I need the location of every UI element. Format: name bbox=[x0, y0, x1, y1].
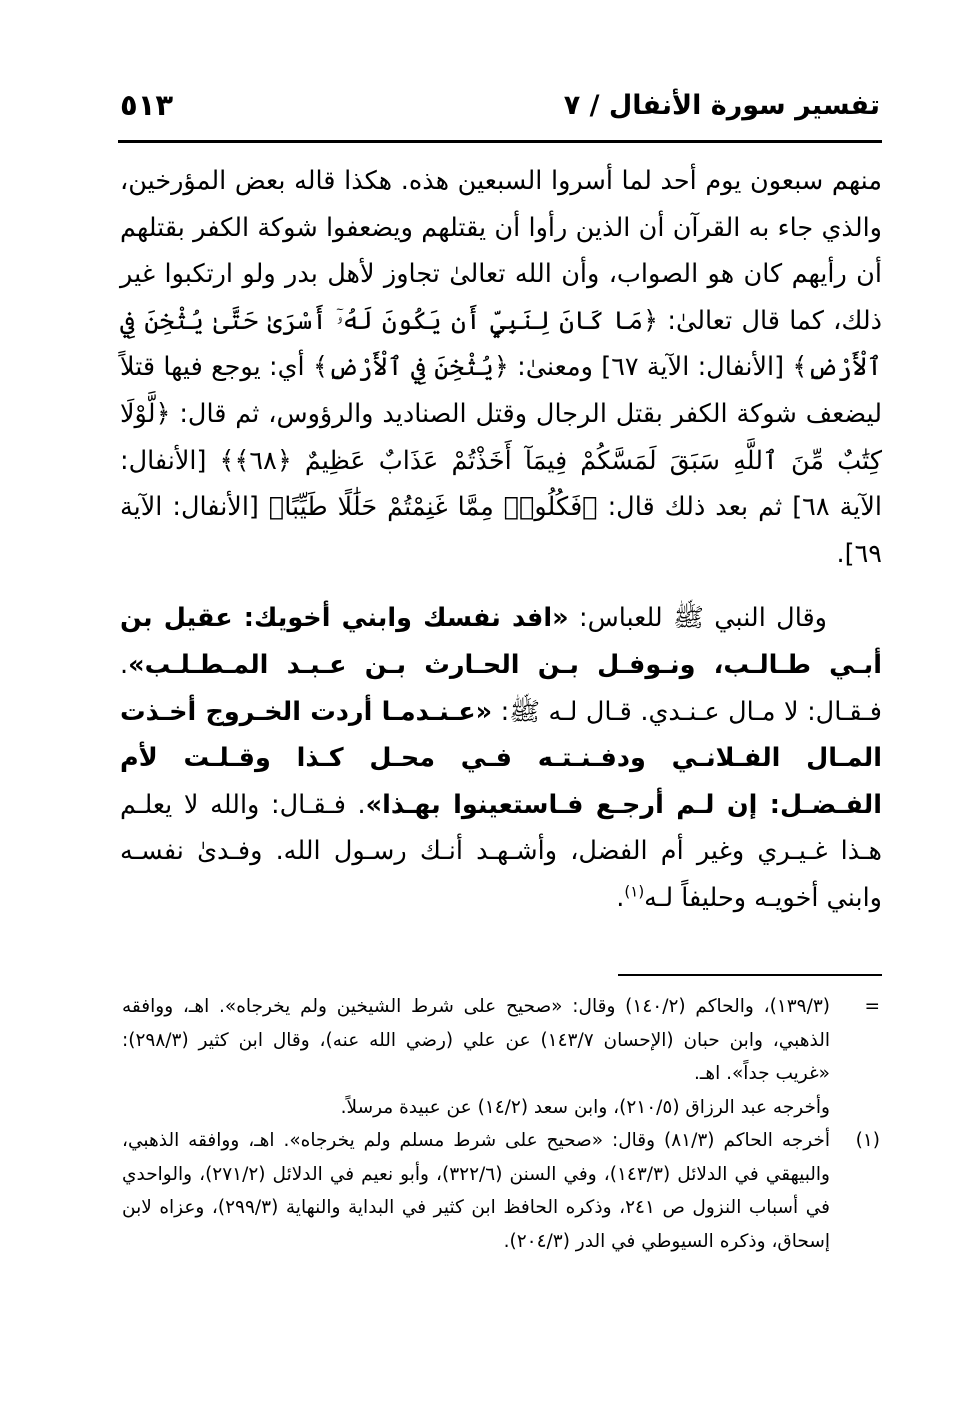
footnote-continuation-line: (١٣٩/٣)، والحاكم (١٤٠/٢) وقال: «صحيح على شرط الشيخين ولم يخرجاه». اهـ، ووافقه الذهبي، وابن حبان (الإحسان ١٤٣/٧) عن علي (رضي الله عنه)، وقال ابن كثير (٢٩٨/٣): «غريب جداً». اهـ. bbox=[122, 996, 831, 1084]
text-run: . فـقـال: لا مـال عـنـدي. قـال لـه ﷺ: bbox=[120, 649, 882, 727]
text-run: منهم سبعون يوم أحد لما أسروا السبعين هذه. هكذا قاله بعض المؤرخين، والذي جاء به القرآن أن الذين رأوا أن يقتلهم ويضعفوا شوكة الكفر بقتلهم أن رأيهم كان هو الصواب، وأن الله تعالىٰ تجاوز لأهل بدر ولو ارتكبوا غير ذلك، كما قال تعالىٰ: bbox=[120, 166, 882, 336]
quran-verse: ﴿فَكُلُوا۟ مِمَّا غَنِمْتُمْ حَلَٰلًا طَيِّبًا﴾ bbox=[268, 492, 598, 523]
footnote-1-marker: (١) bbox=[855, 1130, 880, 1151]
quran-verse: ﴿يُثْخِنَ فِي ٱلْأَرْضِ﴾ bbox=[312, 352, 509, 383]
footnotes bbox=[122, 990, 880, 1258]
header-rule bbox=[118, 140, 882, 143]
footnote-continuation-line: وأخرجه عبد الرزاق (٢١٠/٥)، وابن سعد (١٤/٢) عن عبيدة مرسلاً. bbox=[340, 1096, 830, 1118]
footnote-1 bbox=[122, 1124, 880, 1258]
main-text bbox=[120, 158, 882, 922]
quran-verse: ﴿لَّوْلَا كِتَٰبٌ مِّنَ ٱللَّهِ سَبَقَ لَمَسَّكُمْ فِيمَآ أَخَذْتُمْ عَذَابٌ عَظِيمٌ ﴿٦٨﴾﴾ bbox=[120, 398, 882, 476]
footnote-1-text: أخرجه الحاكم (٨١/٣) وقال: «صحيح على شرط مسلم ولم يخرجاه». اهـ، ووافقه الذهبي، والبيهقي في الدلائل (١٤٣/٣)، وفي السنن (٣٢٢/٦)، وأبو نعيم في الدلائل (٢٧١/٢)، والواحدي في أسباب النزول ص ٢٤١، وذكره الحافظ ابن كثير في البداية والنهاية (٢٩٩/٣)، وعزاه لابن إسحاق، وذكره السيوطي في الدر (٢٠٤/٣). bbox=[122, 1130, 830, 1252]
text-run: [الأنفال: الآية ٦٨] ثم بعد ذلك قال: bbox=[120, 445, 882, 523]
text-run: أي: يوجع فيها قتلاً ليضعف شوكة الكفر بقتل الرجال وقتل الصناديد والرؤوس، ثم قال: bbox=[120, 352, 882, 429]
text-run: . bbox=[616, 882, 625, 913]
running-header bbox=[120, 84, 880, 134]
paragraph-2 bbox=[120, 595, 882, 921]
footnote-continuation bbox=[122, 990, 880, 1124]
paragraph-1 bbox=[120, 158, 882, 577]
hadith-quote: «عـنـدمـا أردت الخـروج أخـذت المـال الفـلانـي ودفـنـتـه فـي محـل كـذا وقـلـت لأم الفـضـل: إن لـم أرجـع فـاستعينوا بهـذا» bbox=[120, 696, 882, 820]
hadith-quote: «افد نفسك وابني أخويك: عقيل بن أبـي طـالـب، ونـوفـل بـن الحـارث بـن عـبـد المـطـلـب» bbox=[120, 603, 882, 680]
text-run: . فـقـال: والله لا يعلـم هـذا غـيـري وغير أم الفضل، وأشـهـد أنـك رسـول الله. وفـدىٰ نفسـه وابني أخويـه وحليفاً لـه bbox=[120, 789, 882, 913]
text-run: [الأنفال: الآية ٦٩]. bbox=[120, 492, 882, 569]
continuation-marker: = bbox=[864, 996, 880, 1017]
page-number: ٥١٣ bbox=[120, 88, 174, 122]
footnote-rule bbox=[618, 974, 882, 976]
text-run: وقال النبي ﷺ للعباس: bbox=[568, 603, 827, 634]
footnote-reference: (١) bbox=[624, 882, 645, 901]
header-title: تفسير سورة الأنفال / ٧ bbox=[563, 90, 880, 121]
text-run: [الأنفال: الآية ٦٧] ومعنىٰ: bbox=[508, 352, 793, 383]
quran-verse: ﴿مَا كَانَ لِنَبِيٍّ أَن يَكُونَ لَهُۥٓ أَسْرَىٰ حَتَّىٰ يُثْخِنَ فِي ٱلْأَرْضِ﴾ bbox=[120, 305, 882, 383]
